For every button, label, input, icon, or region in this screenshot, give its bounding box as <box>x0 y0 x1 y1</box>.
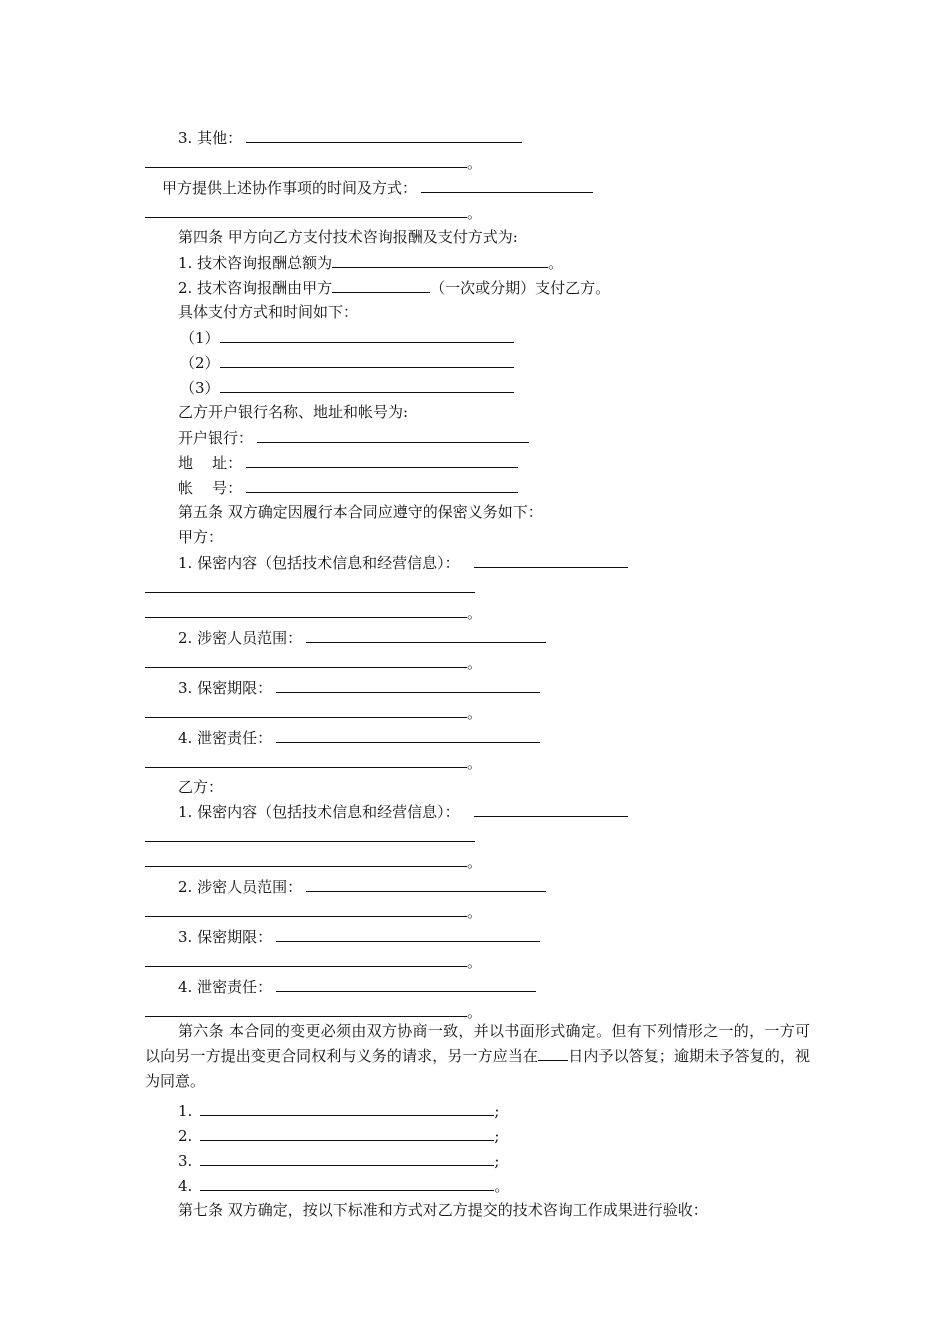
art4-item-1 <box>178 252 563 272</box>
party-a-time-line <box>162 177 593 197</box>
blank-field[interactable] <box>145 1001 467 1017</box>
b-conf-personnel-label: 2. 涉密人员范围： <box>178 878 303 896</box>
bank-address-label: 地 址： <box>178 454 243 472</box>
semicolon-mark: ; <box>494 1102 500 1120</box>
article-5-title: 第五条 双方确定因履行本合同应遵守的保密义务如下： <box>178 503 543 521</box>
b-conf-personnel-line <box>178 876 546 896</box>
a-conf-content-label: 1. 保密内容（包括技术信息和经营信息）： <box>178 554 460 572</box>
period-mark: 。 <box>467 1003 483 1021</box>
blank-field[interactable] <box>276 727 540 743</box>
period-mark: 。 <box>467 853 483 871</box>
other-label: 3. 其他： <box>178 129 243 147</box>
bank-name-label: 开户银行： <box>178 429 254 447</box>
art6-item-4-number: 4. <box>178 1177 193 1195</box>
a-conf-personnel-label: 2. 涉密人员范围： <box>178 629 303 647</box>
b-conf-period-line <box>178 926 540 946</box>
blank-field[interactable] <box>276 926 540 942</box>
party-a-time-label: 甲方提供上述协作事项的时间及方式： <box>162 179 418 197</box>
blank-field[interactable] <box>220 352 514 368</box>
b-conf-liability-line <box>178 976 536 996</box>
bank-address-line <box>178 452 518 472</box>
art6-item-4 <box>178 1175 509 1195</box>
semicolon-mark: ; <box>494 1127 500 1145</box>
bank-account-line <box>178 477 518 497</box>
period-mark: 。 <box>467 204 483 222</box>
party-a-heading: 甲方： <box>178 528 224 546</box>
semicolon-mark: ; <box>494 1152 500 1170</box>
blank-field[interactable] <box>200 1125 494 1141</box>
blank-line <box>145 951 482 971</box>
blank-line <box>145 652 482 672</box>
blank-line <box>145 1001 482 1021</box>
period-mark: 。 <box>467 953 483 971</box>
bank-account-label: 帐 号： <box>178 479 243 497</box>
blank-field[interactable] <box>246 127 522 143</box>
period-mark: 。 <box>467 704 483 722</box>
article-7-title: 第七条 双方确定，按以下标准和方式对乙方提交的技术咨询工作成果进行验收： <box>178 1201 708 1219</box>
a-conf-personnel-line <box>178 627 546 647</box>
other-line <box>178 127 522 147</box>
period-mark: 。 <box>467 654 483 672</box>
bank-name-line <box>178 427 529 447</box>
article-6-text-end: 日内予以答复；逾期未予答复的，视为同意。 <box>145 1047 810 1090</box>
a-conf-liability-label: 4. 泄密责任： <box>178 729 273 747</box>
art6-item-1 <box>178 1100 499 1120</box>
payment-item-1-label: （1） <box>180 329 220 347</box>
blank-field[interactable] <box>145 202 467 218</box>
blank-line <box>145 752 482 772</box>
total-fee-field[interactable] <box>332 252 548 268</box>
period-mark: 。 <box>467 154 483 172</box>
blank-field[interactable] <box>220 327 514 343</box>
blank-field[interactable] <box>200 1175 494 1191</box>
a-conf-content-line <box>178 552 628 572</box>
payment-item-3 <box>180 377 514 397</box>
blank-line <box>145 826 475 846</box>
blank-line <box>145 851 482 871</box>
party-b-heading: 乙方： <box>178 778 224 796</box>
blank-field[interactable] <box>474 552 628 568</box>
blank-field[interactable] <box>474 801 628 817</box>
a-conf-period-line <box>178 677 540 697</box>
b-conf-period-label: 3. 保密期限： <box>178 928 273 946</box>
blank-field[interactable] <box>145 652 467 668</box>
blank-line <box>145 202 482 222</box>
blank-field[interactable] <box>145 901 467 917</box>
payment-item-1 <box>180 327 514 347</box>
blank-field[interactable] <box>145 951 467 967</box>
blank-field[interactable] <box>200 1100 494 1116</box>
art6-item-2 <box>178 1125 499 1145</box>
blank-field[interactable] <box>200 1150 494 1166</box>
a-conf-liability-line <box>178 727 540 747</box>
blank-field[interactable] <box>145 577 475 593</box>
period-mark: 。 <box>548 254 564 272</box>
a-conf-period-label: 3. 保密期限： <box>178 679 273 697</box>
art6-item-3-number: 3. <box>178 1152 193 1170</box>
period-mark: 。 <box>467 604 483 622</box>
payment-item-2-label: （2） <box>180 354 220 372</box>
payment-item-2 <box>180 352 514 372</box>
blank-field[interactable] <box>276 677 540 693</box>
reply-days-field[interactable] <box>538 1045 568 1061</box>
period-mark: 。 <box>467 903 483 921</box>
art4-item-2-suffix: （一次或分期）支付乙方。 <box>430 279 611 297</box>
blank-line <box>145 577 475 597</box>
art4-item-1-label: 1. 技术咨询报酬总额为 <box>178 254 333 272</box>
payment-type-field[interactable] <box>332 277 430 293</box>
blank-field[interactable] <box>145 752 467 768</box>
blank-field[interactable] <box>145 702 467 718</box>
art6-item-2-number: 2. <box>178 1127 193 1145</box>
blank-line <box>145 702 482 722</box>
bank-intro: 乙方开户银行名称、地址和帐号为: <box>178 403 409 421</box>
b-conf-content-line <box>178 801 628 821</box>
blank-field[interactable] <box>276 976 536 992</box>
article-6-text-start: 第六条 本合同的变更必须由双方协商一致，并以书面形式确定。但有下列情形之一的，一方可以向另一方提出变更合同权利与义务的请求，另一方应当在 <box>145 1022 810 1065</box>
art4-item-2-label: 2. 技术咨询报酬由甲方 <box>178 279 333 297</box>
bank-account-field[interactable] <box>246 477 518 493</box>
blank-line <box>145 901 482 921</box>
bank-address-field[interactable] <box>246 452 518 468</box>
blank-field[interactable] <box>145 602 467 618</box>
blank-field[interactable] <box>145 826 475 842</box>
blank-field[interactable] <box>421 177 593 193</box>
payment-detail-label: 具体支付方式和时间如下： <box>178 303 359 321</box>
blank-field[interactable] <box>220 377 514 393</box>
b-conf-liability-label: 4. 泄密责任： <box>178 978 273 996</box>
article-4-title: 第四条 甲方向乙方支付技术咨询报酬及支付方式为: <box>178 228 518 246</box>
blank-line <box>145 152 482 172</box>
b-conf-content-label: 1. 保密内容（包括技术信息和经营信息）： <box>178 803 460 821</box>
art4-item-2 <box>178 277 610 297</box>
payment-item-3-label: （3） <box>180 379 220 397</box>
blank-field[interactable] <box>306 627 546 643</box>
blank-field[interactable] <box>306 876 546 892</box>
article-6-paragraph <box>145 1019 810 1094</box>
art6-item-3 <box>178 1150 499 1170</box>
bank-name-field[interactable] <box>257 427 529 443</box>
blank-field[interactable] <box>145 152 467 168</box>
blank-field[interactable] <box>145 851 467 867</box>
period-mark: 。 <box>494 1177 510 1195</box>
art6-item-1-number: 1. <box>178 1102 193 1120</box>
blank-line <box>145 602 482 622</box>
period-mark: 。 <box>467 754 483 772</box>
